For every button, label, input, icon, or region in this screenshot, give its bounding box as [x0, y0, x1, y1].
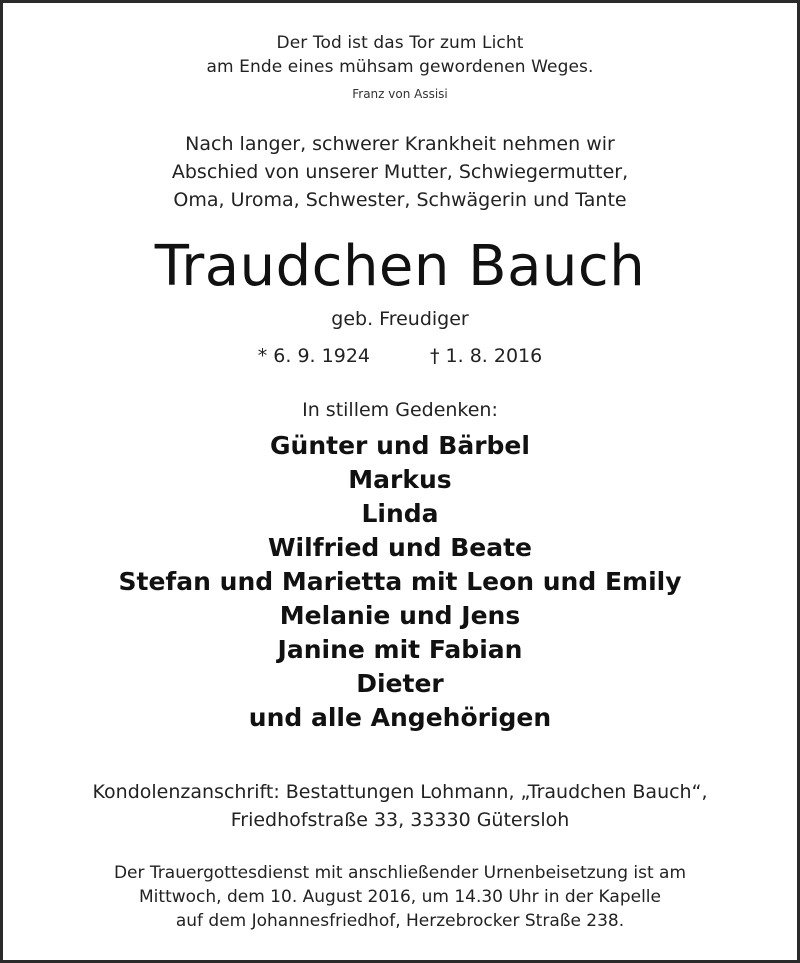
birth-name: geb. Freudiger [331, 308, 469, 330]
death-date: † 1. 8. 2016 [430, 345, 543, 367]
condolence-line-1: Kondolenzanschrift: Bestattungen Lohmann, „Traudchen Bauch“, [92, 781, 708, 803]
mourner-line: Wilfried und Beate [267, 533, 533, 562]
motto-line-1: Der Tod ist das Tor zum Licht [276, 33, 524, 53]
service-line-3: auf dem Johannesfriedhof, Herzebrocker Straße 238. [175, 911, 625, 931]
mourner-line: Stefan und Marietta mit Leon und Emily [118, 567, 682, 596]
condolence-line-2: Friedhofstraße 33, 33330 Gütersloh [230, 809, 570, 831]
mourner-line: Günter und Bärbel [270, 431, 530, 460]
deceased-name: Traudchen Bauch [154, 234, 646, 299]
mourner-line: und alle Angehörigen [248, 703, 552, 732]
mourner-line: Dieter [356, 669, 444, 698]
mourner-line: Linda [361, 499, 439, 528]
motto-line-2: am Ende eines mühsam gewordenen Weges. [206, 57, 594, 77]
mourner-line: Markus [348, 465, 452, 494]
mourner-line: Melanie und Jens [279, 601, 521, 630]
birth-date: * 6. 9. 1924 [257, 345, 370, 367]
intro-line-1: Nach langer, schwerer Krankheit nehmen wir [185, 133, 615, 155]
mourner-line: Janine mit Fabian [277, 635, 523, 664]
intro-line-2: Abschied von unserer Mutter, Schwiegermutter, [171, 161, 629, 183]
intro-line-3: Oma, Uroma, Schwester, Schwägerin und Tante [173, 189, 627, 211]
life-dates [3, 345, 797, 367]
gedenken-label: In stillem Gedenken: [302, 399, 498, 421]
service-line-1: Der Trauergottesdienst mit anschließender Urnenbeisetzung ist am [113, 863, 687, 883]
service-line-2: Mittwoch, dem 10. August 2016, um 14.30 Uhr in der Kapelle [139, 887, 661, 907]
motto-author: Franz von Assisi [352, 87, 448, 101]
